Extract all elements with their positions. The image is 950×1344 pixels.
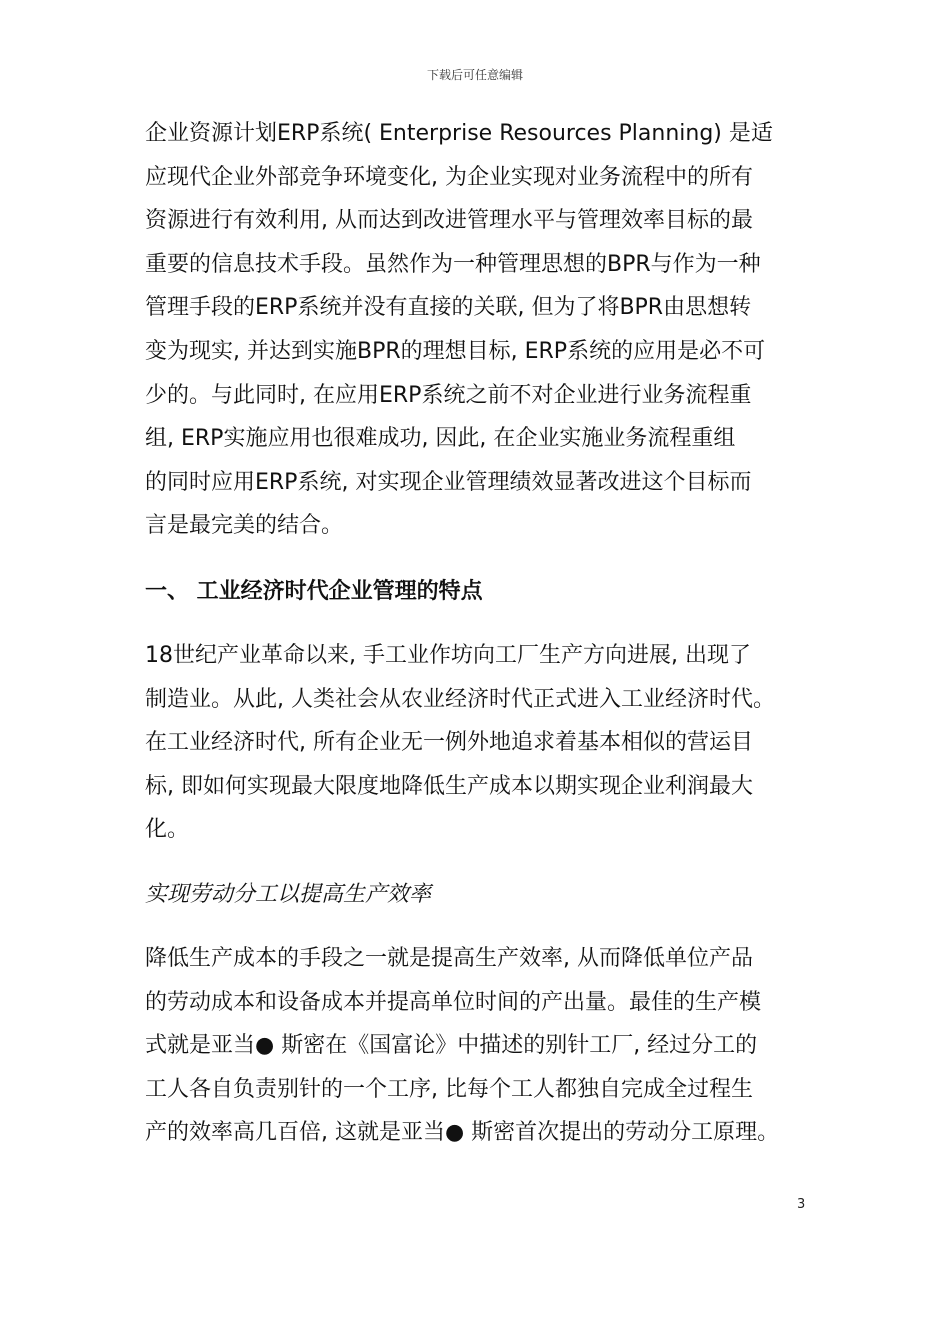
- text-line: 标, 即如何实现最大限度地降低生产成本以期实现企业利润最大: [145, 773, 753, 799]
- text-line: 组, ERP实施应用也很难成功, 因此, 在企业实施业务流程重组: [145, 426, 736, 452]
- text-line: 企业资源计划ERP系统( Enterprise Resources Planning) 是适: [145, 121, 773, 146]
- text-line: 重要的信息技术手段。虽然作为一种管理思想的BPR与作为一种: [145, 251, 761, 277]
- text-line: 产的效率高几百倍, 这就是亚当● 斯密首次提出的劳动分工原理。: [145, 1120, 780, 1146]
- text-line: 应现代企业外部竞争环境变化, 为企业实现对业务流程中的所有: [145, 164, 753, 190]
- text-line: 资源进行有效利用, 从而达到改进管理水平与管理效率目标的最: [145, 208, 753, 234]
- paragraph-erp-intro: [145, 112, 825, 548]
- text-line: 降低生产成本的手段之一就是提高生产效率, 从而降低单位产品: [145, 946, 753, 971]
- subsection-heading: 实现劳动分工以提高生产效率: [145, 882, 432, 907]
- text-line: 变为现实, 并达到实施BPR的理想目标, ERP系统的应用是必不可: [145, 338, 766, 364]
- text-line: 的劳动成本和设备成本并提高单位时间的产出量。最佳的生产模: [145, 989, 762, 1015]
- page-number: 3: [797, 1197, 806, 1212]
- text-line: 制造业。从此, 人类社会从农业经济时代正式进入工业经济时代。: [145, 686, 775, 712]
- paragraph-industrial-era: [145, 634, 825, 852]
- text-line: 18世纪产业革命以来, 手工业作坊向工厂生产方向进展, 出现了: [145, 643, 751, 668]
- text-line: 式就是亚当● 斯密在《国富论》中描述的别针工厂, 经过分工的: [145, 1033, 758, 1059]
- text-line: 工人各自负责别针的一个工序, 比每个工人都独自完成全过程生: [145, 1076, 753, 1102]
- text-line: 化。: [145, 817, 190, 843]
- section-heading: 一、 工业经济时代企业管理的特点: [145, 579, 483, 604]
- text-line: 的同时应用ERP系统, 对实现企业管理绩效显著改进这个目标而: [145, 469, 752, 495]
- paragraph-division-of-labor: [145, 937, 825, 1155]
- text-line: 管理手段的ERP系统并没有直接的关联, 但为了将BPR由思想转: [145, 295, 752, 321]
- text-line: 言是最完美的结合。: [145, 513, 344, 539]
- page-header: 下载后可任意编辑: [426, 68, 523, 82]
- text-line: 少的。与此同时, 在应用ERP系统之前不对企业进行业务流程重: [145, 382, 752, 408]
- text-line: 在工业经济时代, 所有企业无一例外地追求着基本相似的营运目: [145, 730, 753, 756]
